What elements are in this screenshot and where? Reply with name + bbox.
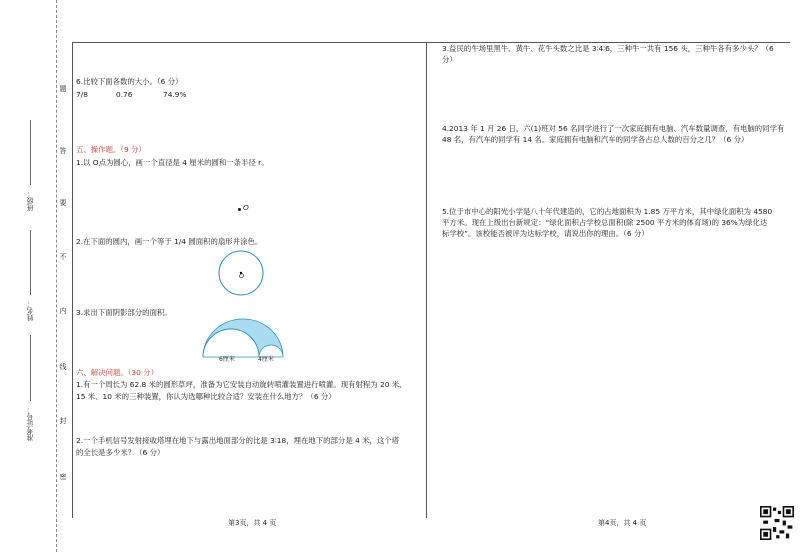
right-q4-line1: 4.2013 年 1 月 26 日，六(1)班对 56 名同学进行了一次家庭拥有电脑、汽车数量调查，有电脑的同学有 — [442, 124, 785, 133]
section6-q1-line1: 1.有一个周长为 62.8 米的圆形草坪，准备为它安装自动旋转喷灌装置进行喷灌。现有射程为 20 米、 — [76, 380, 407, 389]
section6-title: 六、解决问题。（30 分） — [76, 368, 158, 377]
section5-title: 五、操作题。（9 分） — [76, 145, 146, 154]
class-blank-line — [30, 120, 31, 185]
class-label: 班级： — [26, 190, 34, 211]
seal-char: 线 — [59, 363, 67, 371]
q6-title: 6.比较下面各数的大小。（6 分） — [76, 77, 183, 86]
name-label: 姓名： — [26, 300, 34, 321]
right-q5-line2: 平方米。现在上级出台新规定：“绿化面积占学校总面积(除 2500 平方米的体育场)的 36%为绿化达 — [442, 218, 768, 227]
right-q4-line2: 48 名，有汽车的同学有 14 名。家庭拥有电脑和汽车的同学各占总人数的百分之几？（6 分） — [442, 135, 749, 144]
seal-dashed-line — [56, 0, 57, 552]
section6-q1-line2: 15 米、10 米的三种装置，你认为选哪种比较合适？安装在什么地方？（6 分） — [76, 392, 336, 401]
seal-char: 答 — [59, 147, 67, 155]
right-q3-line2: 分） — [442, 55, 457, 64]
left-page-border — [72, 42, 73, 518]
center-point — [238, 208, 241, 211]
shaded-semicircle-figure — [202, 318, 284, 358]
seal-char: 要 — [59, 199, 67, 207]
dim-4cm: 4厘米 — [258, 356, 274, 363]
seal-char: 密 — [59, 473, 67, 481]
page-divider — [426, 42, 427, 518]
seal-char: 题 — [59, 85, 67, 93]
right-q5-line1: 5.位于市中心的阳光小学是八十年代建造的，它的占地面积为 1.85 万平方米，其中绿化面积为 4580 — [442, 207, 773, 216]
center-point-label: O — [243, 203, 249, 212]
binding-margin — [0, 0, 52, 552]
exam-number-blank-line — [30, 335, 31, 401]
name-blank-line — [30, 230, 31, 295]
dim-6cm: 6厘米 — [219, 356, 235, 363]
q6-value: 0.76 — [116, 90, 133, 99]
seal-char: 不 — [59, 253, 67, 261]
seal-char: 内 — [59, 307, 67, 315]
section6-q2-line2: 的全长是多少米？（6 分） — [76, 448, 165, 457]
left-page-footer: 第3页，共 4 页 — [228, 519, 277, 527]
right-q5-line3: 标学校”。该校能否被评为达标学校，请说出你的理由。（6 分） — [442, 229, 649, 238]
section5-q3: 3.求出下面阴影部分的面积。 — [76, 308, 172, 317]
q6-value: 7/8 — [76, 90, 88, 99]
q2-center-label: O — [239, 272, 245, 280]
section5-q1: 1.以 O点为圆心，画一个直径是 4 厘米的圆和一条半径 r。 — [76, 158, 269, 167]
section5-q2: 2.在下面的圆内，画一个等于 1/4 圆面积的扇形并涂色。 — [76, 237, 263, 246]
q6-value: 74.9% — [163, 90, 187, 99]
exam-number-label: 准考证号： — [26, 406, 34, 441]
right-q3-line1: 3.益民的牛场里黑牛、黄牛、花牛头数之比是 3∶4∶6，三种牛一共有 156 头，三种牛各有多少头？（6 — [442, 44, 774, 53]
seal-char: 封 — [59, 417, 67, 425]
right-page-footer: 第4页，共 4 页 — [598, 519, 647, 527]
section6-q2-line1: 2.一个手机信号发射接收塔埋在地下与露出地面部分的比是 3∶18，埋在地下的部分是 4 米，这个塔 — [76, 436, 400, 445]
qr-code-icon — [760, 506, 794, 540]
